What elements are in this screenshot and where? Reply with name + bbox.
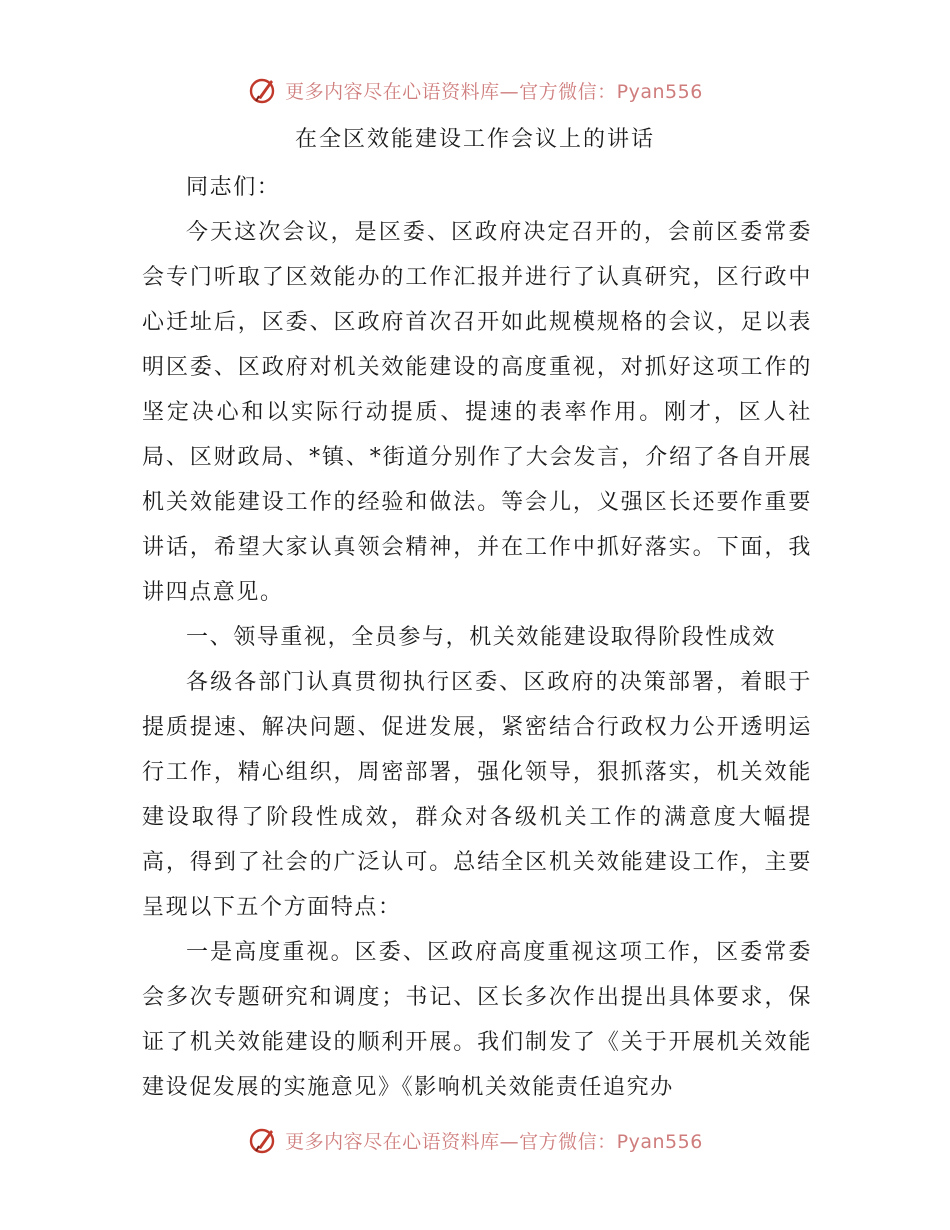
document-title: 在全区效能建设工作会议上的讲话 xyxy=(294,127,655,152)
quill-logo-icon xyxy=(247,1124,279,1156)
quill-logo-icon xyxy=(247,74,279,106)
paragraph: 一是高度重视。区委、区政府高度重视这项工作，区委常委会多次专题研究和调度；书记、区长多次作出提出具体要求，保证了机关效能建设的顺利开展。我们制发了《关于开展机关效能建设促发展的实施意见》《影响机关效能责任追究办 xyxy=(142,940,812,1100)
footer-watermark-banner xyxy=(0,1120,950,1160)
header-watermark-banner xyxy=(0,70,950,110)
paragraph: 各级各部门认真贯彻执行区委、区政府的决策部署，着眼于提质提速、解决问题、促进发展，紧密结合行政权力公开透明运行工作，精心组织，周密部署，强化领导，狠抓落实，机关效能建设取得了阶段性成效，群众对各级机关工作的满意度大幅提高，得到了社会的广泛认可。总结全区机关效能建设工作，主要呈现以下五个方面特点： xyxy=(142,670,812,920)
salutation: 同志们： xyxy=(186,175,281,200)
section-heading: 一、领导重视，全员参与，机关效能建设取得阶段性成效 xyxy=(186,625,777,650)
watermark-text: 更多内容尽在心语资料库—官方微信：Pyan556 xyxy=(285,1130,703,1153)
paragraph: 今天这次会议，是区委、区政府决定召开的，会前区委常委会专门听取了区效能办的工作汇报并进行了认真研究，区行政中心迁址后，区委、区政府首次召开如此规模规格的会议，足以表明区委、区政府对机关效能建设的高度重视，对抓好这项工作的坚定决心和以实际行动提质、提速的表率作用。刚才，区人社局、区财政局、*镇、*街道分别作了大会发言，介绍了各自开展机关效能建设工作的经验和做法。等会儿，义强区长还要作重要讲话，希望大家认真领会精神，并在工作中抓好落实。下面，我讲四点意见。 xyxy=(142,220,812,605)
document-body xyxy=(142,165,812,1110)
watermark-text: 更多内容尽在心语资料库—官方微信：Pyan556 xyxy=(285,80,703,103)
